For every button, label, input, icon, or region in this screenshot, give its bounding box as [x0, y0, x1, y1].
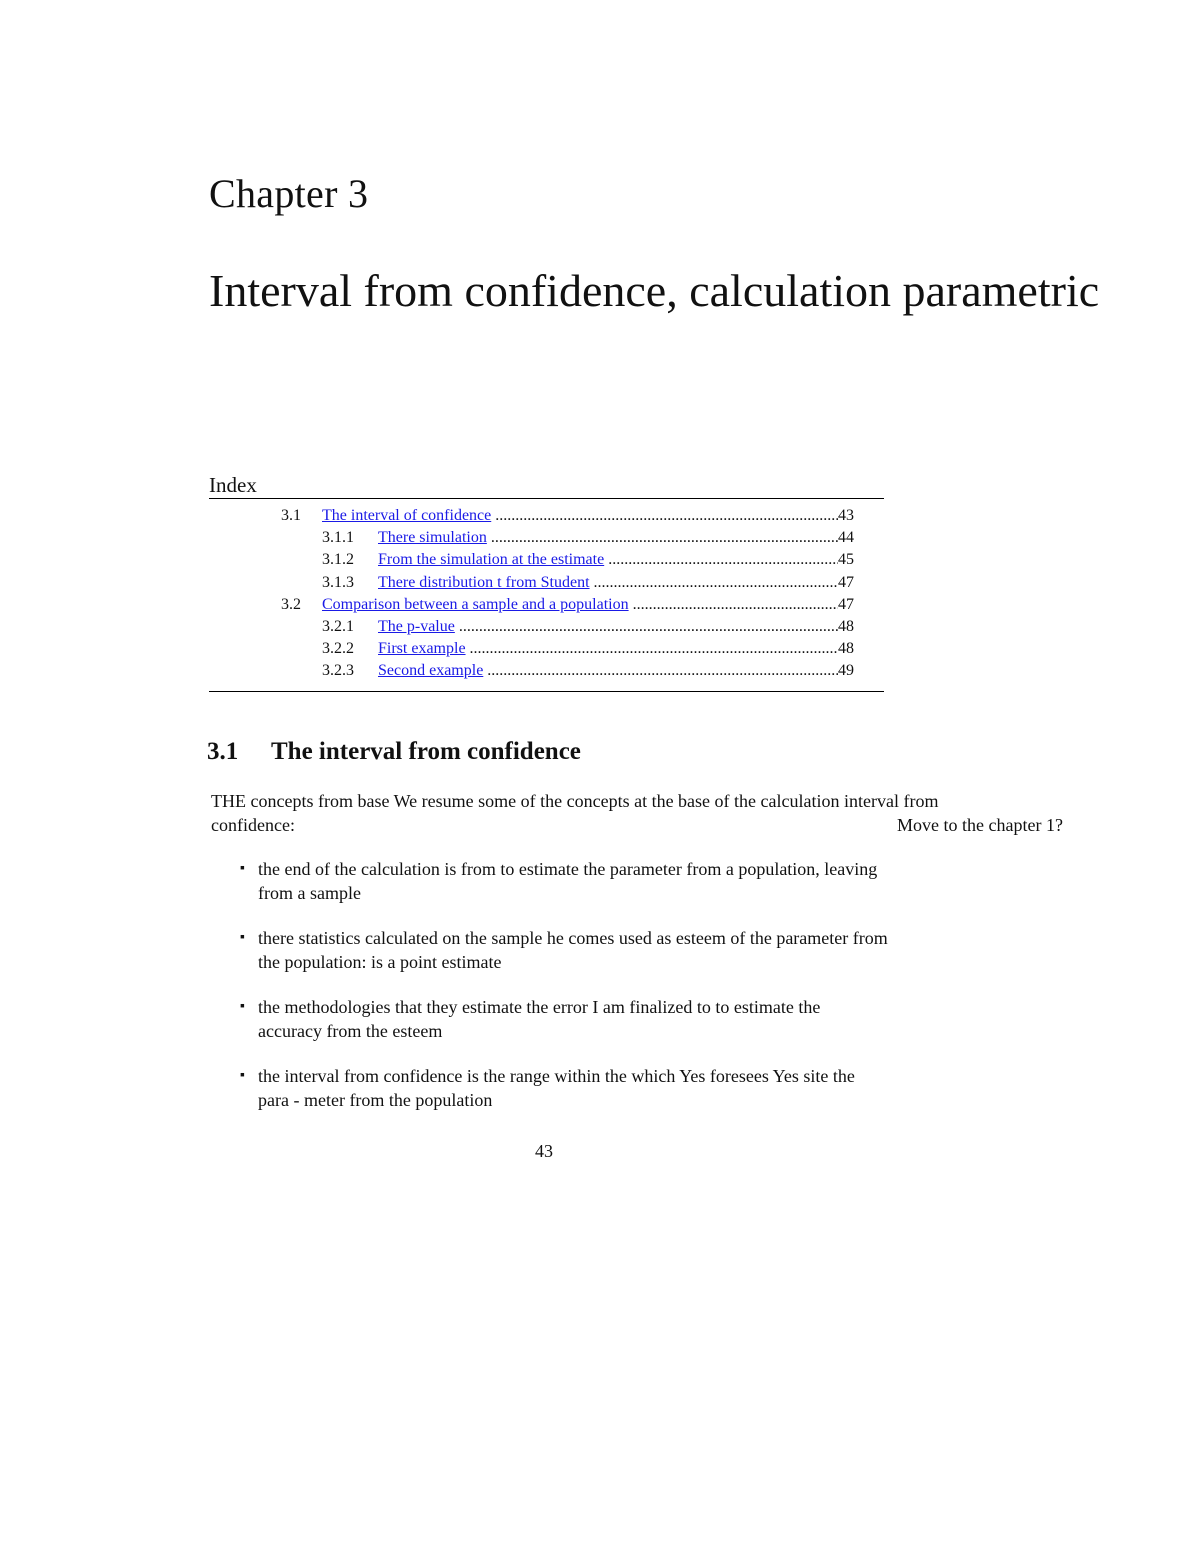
toc-entry	[209, 549, 884, 571]
toc-entry-number: 3.1.3	[322, 573, 354, 591]
toc-entry	[209, 594, 884, 616]
toc-entry-number: 3.2.3	[322, 662, 354, 680]
toc-link-first-example[interactable]: First example	[378, 640, 466, 658]
list-item	[240, 1064, 888, 1112]
section-heading	[207, 736, 581, 768]
toc-link-student-t[interactable]: There distribution t from Student	[378, 573, 590, 591]
bullet-text: the interval from confidence is the range within the which Yes foresees Yes site the para - meter from the population	[258, 1066, 855, 1110]
list-item	[240, 857, 888, 905]
toc-link-comparison[interactable]: Comparison between a sample and a population	[322, 595, 629, 613]
bullet-text: the methodologies that they estimate the error I am finalized to to estimate the accuracy from the esteem	[258, 997, 821, 1041]
bullet-icon: ▪	[240, 861, 245, 876]
list-item	[240, 926, 888, 974]
toc-entry-page: 45	[838, 549, 854, 571]
page-number: 43	[535, 1141, 553, 1161]
toc-entry-page: 48	[838, 616, 854, 638]
bullet-icon: ▪	[240, 1068, 245, 1083]
toc-entry	[209, 638, 884, 660]
table-of-contents	[209, 472, 884, 692]
toc-entry	[209, 527, 884, 549]
bullet-icon: ▪	[240, 999, 245, 1014]
toc-entry-number: 3.2.1	[322, 617, 354, 635]
toc-link-simulation[interactable]: There simulation	[378, 529, 487, 547]
toc-link-p-value[interactable]: The p-value	[378, 617, 455, 635]
bullet-text: the end of the calculation is from to estimate the parameter from a population, leaving from a sample	[258, 859, 878, 903]
list-item	[240, 995, 888, 1043]
bullet-icon: ▪	[240, 930, 245, 945]
toc-entry	[209, 572, 884, 594]
toc-link-simulation-to-estimate[interactable]: From the simulation at the estimate	[378, 551, 605, 569]
toc-entry-number: 3.2	[281, 595, 301, 613]
toc-entry	[209, 505, 884, 527]
toc-heading: Index	[209, 472, 884, 499]
toc-link-interval-of-confidence[interactable]: The interval of confidence	[322, 507, 492, 524]
toc-entry-page: 43	[838, 505, 854, 527]
toc-entry-page: 44	[838, 527, 854, 549]
margin-note: Move to the chapter 1?	[897, 815, 1063, 835]
bullet-list	[240, 857, 900, 1133]
section-title: The interval from confidence	[271, 738, 581, 765]
toc-entry-page: 48	[838, 638, 854, 660]
toc-entry-number: 3.1.1	[322, 529, 354, 547]
toc-list	[209, 499, 884, 692]
toc-link-second-example[interactable]: Second example	[378, 662, 484, 680]
toc-entry-number: 3.2.2	[322, 640, 354, 658]
toc-entry-number: 3.1.2	[322, 551, 354, 569]
toc-entry	[209, 660, 884, 682]
toc-entry-page: 49	[838, 660, 854, 682]
toc-entry-page: 47	[838, 572, 854, 594]
bullet-text: there statistics calculated on the sample he comes used as esteem of the parameter from the population: is a point estimate	[258, 928, 888, 972]
toc-entry-number: 3.1	[281, 507, 301, 524]
intro-paragraph: THE concepts from base We resume some of the concepts at the base of the calculation interval from confidence:	[211, 791, 939, 835]
chapter-title: Interval from confidence, calculation parametric	[209, 265, 1100, 316]
toc-entry	[209, 616, 884, 638]
section-number: 3.1	[207, 738, 239, 765]
toc-entry-page: 47	[838, 594, 854, 616]
chapter-label: Chapter 3	[209, 171, 369, 216]
